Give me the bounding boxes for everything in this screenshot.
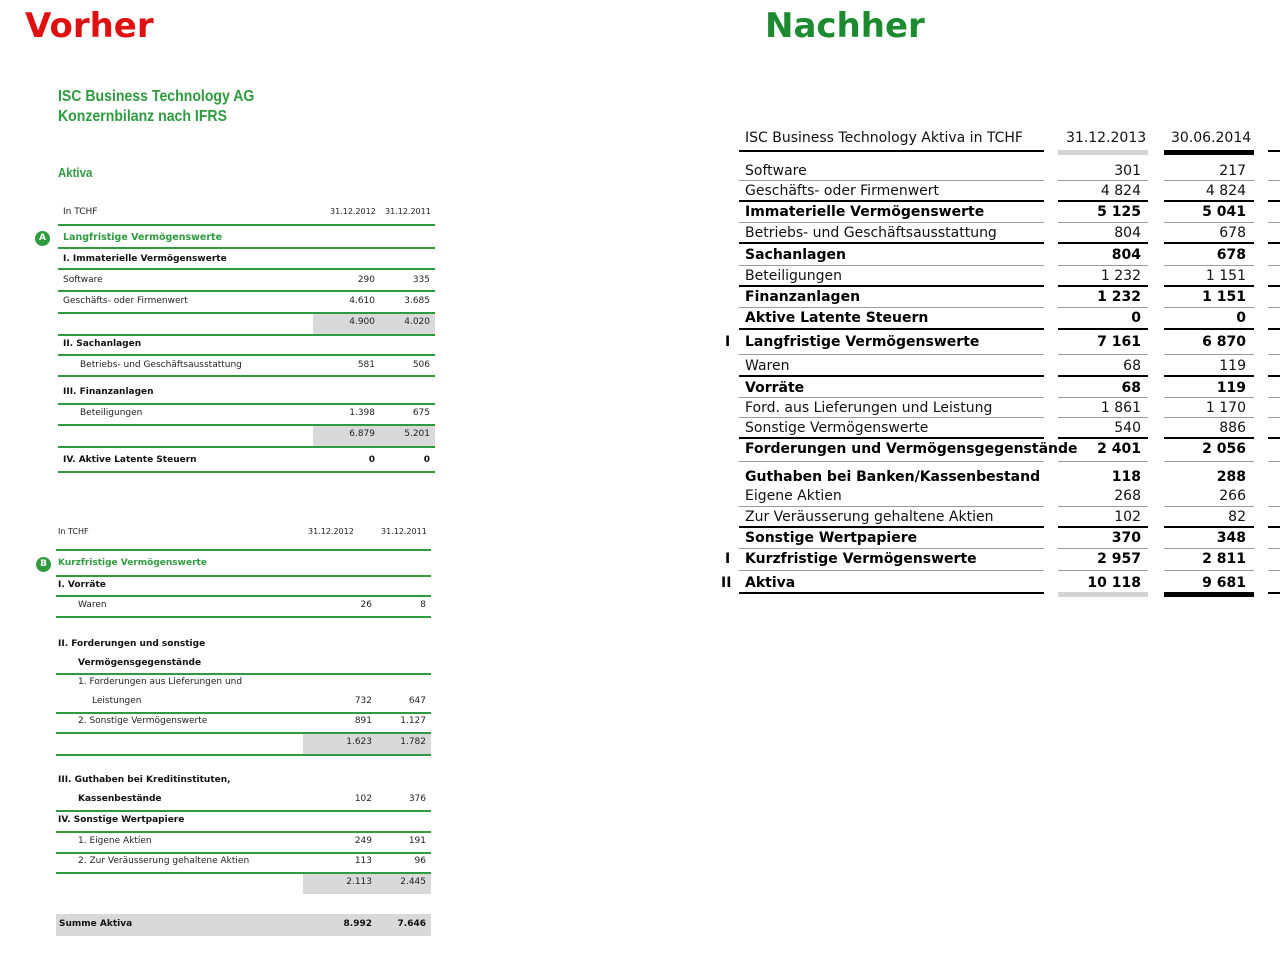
divider xyxy=(1268,375,1280,377)
row-value: 732 xyxy=(354,696,372,706)
row-value: 118 xyxy=(1111,469,1141,485)
row-value: 678 xyxy=(1216,247,1246,263)
column-bar-2014 xyxy=(1164,592,1254,597)
row-label: Betriebs- und Geschäftsausstattung xyxy=(745,225,997,241)
column-header-2012: 31.12.2012 xyxy=(308,527,354,536)
divider xyxy=(1268,180,1280,181)
divider xyxy=(58,403,435,405)
divider xyxy=(1058,285,1148,287)
divider xyxy=(739,526,1044,528)
divider xyxy=(1164,200,1254,202)
divider xyxy=(1164,506,1254,507)
divider xyxy=(56,754,431,756)
column-header-2014: 30.06.2014 xyxy=(1171,130,1252,146)
row-value: 268 xyxy=(1114,488,1141,504)
after-heading: Nachher xyxy=(765,6,925,46)
divider xyxy=(1164,307,1254,308)
row-value: 370 xyxy=(1111,530,1141,546)
row-value: 26 xyxy=(360,600,372,610)
divider xyxy=(1058,265,1148,266)
divider xyxy=(58,224,435,226)
divider xyxy=(1164,570,1254,571)
row-label-bold: Finanzanlagen xyxy=(745,289,861,305)
row-label: Beteiligungen xyxy=(80,408,143,418)
row-value: 68 xyxy=(1123,358,1141,374)
divider xyxy=(739,506,1044,507)
column-header-2011: 31.12.2011 xyxy=(385,207,431,216)
divider xyxy=(739,397,1044,398)
row-value: 113 xyxy=(354,856,372,866)
group-title: II. Forderungen und sonstige xyxy=(58,639,206,649)
row-value: 1 861 xyxy=(1100,400,1141,416)
row-label: Leistungen xyxy=(92,696,142,706)
row-value: 1 170 xyxy=(1205,400,1246,416)
row-value: 0 xyxy=(1131,310,1141,326)
row-marker: I xyxy=(725,334,731,350)
divider xyxy=(1268,307,1280,308)
divider xyxy=(739,548,1044,549)
total-value: 8.992 xyxy=(343,919,372,929)
divider xyxy=(739,354,1044,355)
row-label: Waren xyxy=(745,358,790,374)
divider xyxy=(1164,417,1254,418)
row-value: 1 232 xyxy=(1100,268,1141,284)
row-label-bold: Langfristige Vermögenswerte xyxy=(745,334,980,350)
row-label: Beteiligungen xyxy=(745,268,842,284)
divider xyxy=(56,595,431,597)
unit-label: In TCHF xyxy=(63,207,98,217)
divider xyxy=(739,328,1044,330)
row-value: 506 xyxy=(412,360,430,370)
divider xyxy=(739,375,1044,377)
divider xyxy=(1268,548,1280,549)
column-header-2012: 31.12.2012 xyxy=(330,207,376,216)
row-value: 96 xyxy=(414,856,426,866)
row-label-bold: Sonstige Wertpapiere xyxy=(745,530,918,546)
row-value: 8 xyxy=(420,600,426,610)
row-value: 6 870 xyxy=(1202,334,1246,350)
column-bar-2013 xyxy=(1058,592,1148,597)
row-value: 82 xyxy=(1228,509,1246,525)
divider xyxy=(1058,397,1148,398)
column-bar-2013 xyxy=(1058,150,1148,155)
row-label: Waren xyxy=(78,600,107,610)
row-value: 678 xyxy=(1219,225,1246,241)
divider xyxy=(58,354,435,356)
divider xyxy=(1164,548,1254,549)
divider xyxy=(1164,328,1254,330)
subtotal-value: 2.445 xyxy=(400,877,426,887)
row-value: 102 xyxy=(1114,509,1141,525)
row-label-bold: Forderungen und Vermögensgegenstände xyxy=(745,441,1078,457)
divider xyxy=(1164,375,1254,377)
divider xyxy=(1058,548,1148,549)
row-value: 217 xyxy=(1219,163,1246,179)
divider xyxy=(1058,417,1148,418)
row-label: Ford. aus Lieferungen und Leistung xyxy=(745,400,993,416)
row-value: 2 401 xyxy=(1097,441,1141,457)
divider xyxy=(1058,307,1148,308)
row-value: 2 811 xyxy=(1202,551,1246,567)
divider xyxy=(1058,200,1148,202)
divider xyxy=(1268,437,1280,439)
divider xyxy=(58,375,435,377)
row-value: 804 xyxy=(1111,247,1141,263)
row-value: 266 xyxy=(1219,488,1246,504)
divider xyxy=(58,471,435,473)
section-badge-b: B xyxy=(36,557,51,572)
divider xyxy=(739,285,1044,287)
divider xyxy=(58,247,435,249)
subtotal-value: 1.782 xyxy=(400,737,426,747)
divider xyxy=(56,673,431,675)
row-value: 191 xyxy=(408,836,426,846)
row-value: 2 056 xyxy=(1202,441,1246,457)
row-label: 1. Eigene Aktien xyxy=(78,836,152,846)
subtotal-value: 4.020 xyxy=(404,317,430,327)
row-value: 119 xyxy=(1219,358,1246,374)
row-marker: II xyxy=(721,575,732,591)
group-title: II. Sachanlagen xyxy=(63,339,142,349)
divider xyxy=(1058,570,1148,571)
subtotal-value: 4.900 xyxy=(349,317,375,327)
divider xyxy=(56,549,431,551)
row-marker: I xyxy=(725,551,731,567)
row-label: Geschäfts- oder Firmenwert xyxy=(63,296,188,306)
subtotal-value: 2.113 xyxy=(346,877,372,887)
row-value: 7 161 xyxy=(1097,334,1141,350)
after-table-header: ISC Business Technology Aktiva in TCHF xyxy=(745,130,1023,146)
row-value: 335 xyxy=(412,275,430,285)
divider xyxy=(58,290,435,292)
row-value: 804 xyxy=(1114,225,1141,241)
divider xyxy=(739,570,1044,571)
divider xyxy=(1268,526,1280,528)
divider xyxy=(1268,150,1280,152)
divider xyxy=(1268,265,1280,266)
row-value: 1 151 xyxy=(1205,268,1246,284)
divider xyxy=(1058,506,1148,507)
divider xyxy=(1268,570,1280,571)
column-header-2013: 31.12.2013 xyxy=(1066,130,1147,146)
divider xyxy=(1058,180,1148,181)
divider xyxy=(1058,354,1148,355)
row-label-bold: Sachanlagen xyxy=(745,247,846,263)
divider xyxy=(739,307,1044,308)
row-value: 675 xyxy=(412,408,430,418)
divider xyxy=(1058,222,1148,223)
row-value: 376 xyxy=(408,794,426,804)
row-label: Software xyxy=(745,163,807,179)
before-heading: Vorher xyxy=(25,6,154,46)
divider xyxy=(1268,354,1280,355)
column-bar-2014 xyxy=(1164,150,1254,155)
unit-label: In TCHF xyxy=(58,527,89,536)
divider xyxy=(1164,354,1254,355)
row-value: 647 xyxy=(408,696,426,706)
section-title: Langfristige Vermögenswerte xyxy=(63,232,223,243)
row-label-bold: Guthaben bei Banken/Kassenbestand xyxy=(745,469,1041,485)
divider xyxy=(1268,328,1280,330)
row-value: 10 118 xyxy=(1087,575,1141,591)
group-title: IV. Aktive Latente Steuern xyxy=(63,455,197,465)
row-value: 540 xyxy=(1114,420,1141,436)
group-title: IV. Sonstige Wertpapiere xyxy=(58,815,185,825)
divider xyxy=(1268,242,1280,244)
divider xyxy=(1164,265,1254,266)
row-label-bold: Immaterielle Vermögenswerte xyxy=(745,204,985,220)
row-value: 4 824 xyxy=(1205,183,1246,199)
group-title: III. Finanzanlagen xyxy=(63,387,154,397)
row-value: 249 xyxy=(354,836,372,846)
group-title: Kassenbestände xyxy=(78,794,162,804)
statement-subtitle: Konzernbilanz nach IFRS xyxy=(58,108,227,125)
divider xyxy=(1164,242,1254,244)
divider xyxy=(58,268,435,270)
row-value: 102 xyxy=(354,794,372,804)
row-label: Betriebs- und Geschäftsausstattung xyxy=(80,360,242,370)
divider xyxy=(739,592,1044,594)
divider xyxy=(1164,526,1254,528)
row-value: 2 957 xyxy=(1097,551,1141,567)
divider xyxy=(56,616,431,618)
divider xyxy=(739,222,1044,223)
divider xyxy=(58,334,435,336)
divider xyxy=(739,200,1044,202)
divider xyxy=(739,242,1044,244)
row-label: Software xyxy=(63,275,103,285)
divider xyxy=(56,852,431,854)
row-value: 3.685 xyxy=(404,296,430,306)
row-value: 1 232 xyxy=(1097,289,1141,305)
row-label: Eigene Aktien xyxy=(745,488,842,504)
total-value: 7.646 xyxy=(397,919,426,929)
divider xyxy=(1268,506,1280,507)
row-label-bold: Aktive Latente Steuern xyxy=(745,310,929,326)
row-label: 2. Sonstige Vermögenswerte xyxy=(78,716,208,726)
divider xyxy=(1268,461,1280,462)
divider xyxy=(1058,328,1148,330)
divider xyxy=(739,417,1044,418)
divider xyxy=(1268,592,1280,594)
row-value: 301 xyxy=(1114,163,1141,179)
group-title: Vermögensgegenstände xyxy=(78,658,202,668)
section-title: Kurzfristige Vermögenswerte xyxy=(58,558,207,568)
divider xyxy=(56,810,431,812)
row-value: 0 xyxy=(423,455,430,465)
row-label: Zur Veräusserung gehaltene Aktien xyxy=(745,509,994,525)
row-label-bold: Kurzfristige Vermögenswerte xyxy=(745,551,977,567)
divider xyxy=(56,831,431,833)
company-name: ISC Business Technology AG xyxy=(58,88,255,105)
row-value: 581 xyxy=(357,360,375,370)
row-value: 290 xyxy=(357,275,375,285)
row-label: 1. Forderungen aus Lieferungen und xyxy=(78,677,243,687)
divider xyxy=(1164,180,1254,181)
divider xyxy=(739,437,1044,439)
divider xyxy=(739,461,1044,462)
divider xyxy=(1164,285,1254,287)
row-label: Geschäfts- oder Firmenwert xyxy=(745,183,940,199)
row-value: 1.398 xyxy=(349,408,375,418)
divider xyxy=(1268,397,1280,398)
subtotal-value: 1.623 xyxy=(346,737,372,747)
subtotal-value: 5.201 xyxy=(404,429,430,439)
group-title: I. Vorräte xyxy=(58,580,106,590)
row-value: 1.127 xyxy=(400,716,426,726)
aktiva-heading: Aktiva xyxy=(58,165,93,180)
divider xyxy=(739,150,1044,152)
section-badge-a: A xyxy=(35,231,50,246)
group-title: III. Guthaben bei Kreditinstituten, xyxy=(58,775,231,785)
divider xyxy=(1058,526,1148,528)
divider xyxy=(1164,222,1254,223)
row-value: 119 xyxy=(1216,380,1246,396)
row-value: 891 xyxy=(354,716,372,726)
row-label: 2. Zur Veräusserung gehaltene Aktien xyxy=(78,856,250,866)
row-value: 4 824 xyxy=(1100,183,1141,199)
total-label: Summe Aktiva xyxy=(59,919,133,929)
divider xyxy=(739,265,1044,266)
group-title: I. Immaterielle Vermögenswerte xyxy=(63,254,227,264)
row-value: 9 681 xyxy=(1202,575,1246,591)
row-value: 1 151 xyxy=(1202,289,1246,305)
row-value: 288 xyxy=(1216,469,1246,485)
row-value: 5 125 xyxy=(1097,204,1141,220)
divider xyxy=(58,446,435,448)
row-value: 5 041 xyxy=(1202,204,1246,220)
divider xyxy=(1058,375,1148,377)
divider xyxy=(1164,461,1254,462)
divider xyxy=(1058,461,1148,462)
divider xyxy=(1268,417,1280,418)
divider xyxy=(1268,200,1280,202)
divider xyxy=(1058,437,1148,439)
divider xyxy=(1058,242,1148,244)
divider xyxy=(1268,285,1280,287)
row-value: 886 xyxy=(1219,420,1246,436)
divider xyxy=(1268,222,1280,223)
row-value: 4.610 xyxy=(349,296,375,306)
row-label-bold: Aktiva xyxy=(745,575,796,591)
row-value: 68 xyxy=(1121,380,1141,396)
divider xyxy=(56,712,431,714)
row-value: 0 xyxy=(368,455,375,465)
subtotal-value: 6.879 xyxy=(349,429,375,439)
row-value: 348 xyxy=(1216,530,1246,546)
row-label-bold: Vorräte xyxy=(745,380,805,396)
divider xyxy=(1164,397,1254,398)
row-value: 0 xyxy=(1236,310,1246,326)
divider xyxy=(739,180,1044,181)
row-label: Sonstige Vermögenswerte xyxy=(745,420,929,436)
divider xyxy=(56,575,431,577)
divider xyxy=(1164,437,1254,439)
column-header-2011: 31.12.2011 xyxy=(381,527,427,536)
